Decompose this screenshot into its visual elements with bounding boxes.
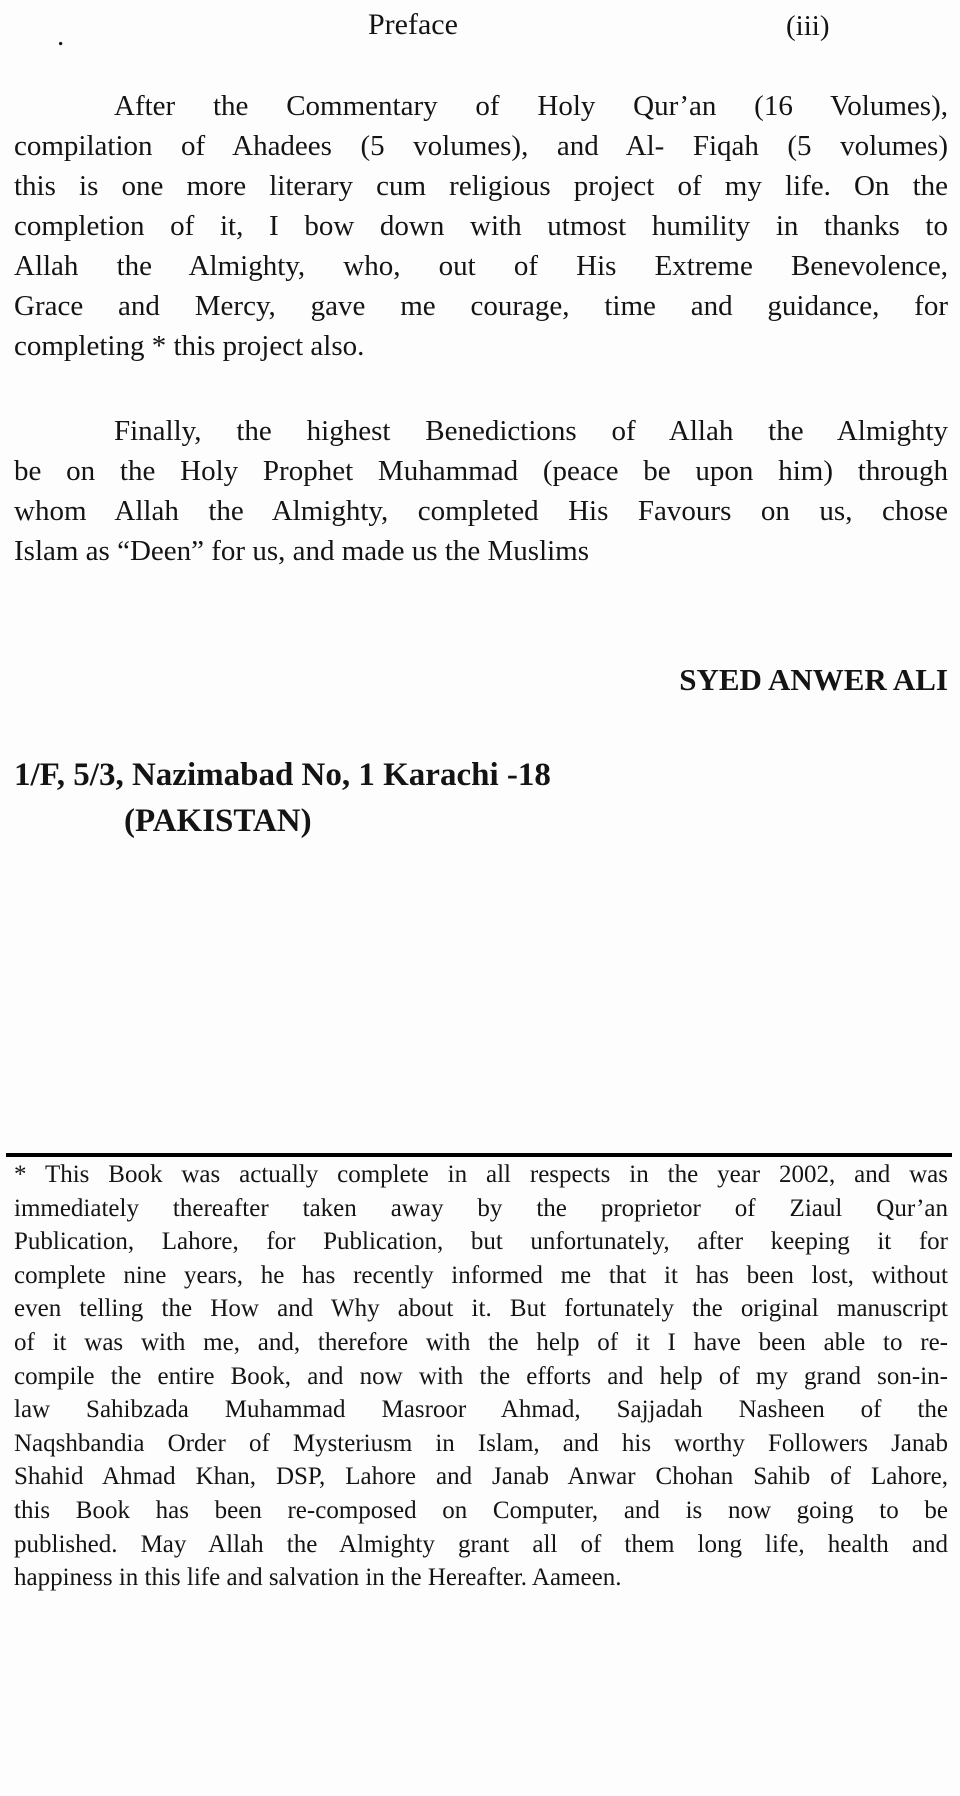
footnote-line: Shahid Ahmad Khan, DSP, Lahore and Janab Anwar Chohan Sahib of Lahore, — [14, 1463, 948, 1491]
text-line: completing * this project also. — [14, 330, 365, 362]
footnote-line: * This Book was actually complete in all respects in the year 2002, and was — [14, 1161, 948, 1188]
text-line: whom Allah the Almighty, completed His Favours on us, chose — [14, 495, 948, 527]
footnote-line: Naqshbandia Order of Mysteriusm in Islam, and his worthy Followers Janab — [14, 1429, 948, 1457]
text-line: Islam as “Deen” for us, and made us the Muslims — [14, 535, 590, 567]
address-line-2: (PAKISTAN) — [124, 803, 312, 839]
author-address — [14, 752, 948, 844]
page-number: (iii) — [786, 10, 830, 42]
text-line: Grace and Mercy, gave me courage, time and guidance, for — [14, 290, 948, 322]
footnote-line: happiness in this life and salvation in the Hereafter. Aameen. — [14, 1564, 622, 1592]
footnote-line: published. May Allah the Almighty grant all of them long life, health and — [14, 1530, 948, 1558]
author-signature: SYED ANWER ALI — [679, 662, 948, 697]
footnote — [14, 1158, 948, 1595]
footnote-line: this Book has been re-composed on Computer, and is now going to be — [14, 1496, 948, 1524]
footnote-line: compile the entire Book, and now with the efforts and help of my grand son-in- — [14, 1362, 948, 1390]
footnote-line: complete nine years, he has recently informed me that it has been lost, without — [14, 1261, 948, 1289]
footnote-line: Publication, Lahore, for Publication, but unfortunately, after keeping it for — [14, 1228, 948, 1256]
footnote-line: even telling the How and Why about it. But fortunately the original manuscript — [14, 1295, 948, 1323]
text-line: After the Commentary of Holy Qur’an (16 Volumes), — [114, 90, 948, 122]
text-line: completion of it, I bow down with utmost humility in thanks to — [14, 210, 948, 242]
footnote-divider-rule — [6, 1153, 952, 1157]
text-line: Allah the Almighty, who, out of His Extreme Benevolence, — [14, 250, 948, 282]
text-line: Finally, the highest Benedictions of Allah the Almighty — [114, 415, 948, 447]
footnote-line: immediately thereafter taken away by the proprietor of Ziaul Qur’an — [14, 1194, 948, 1222]
footnote-line: law Sahibzada Muhammad Masroor Ahmad, Sajjadah Nasheen of the — [14, 1396, 948, 1424]
text-line: compilation of Ahadees (5 volumes), and Al- Fiqah (5 volumes) — [14, 130, 948, 162]
text-line: be on the Holy Prophet Muhammad (peace be upon him) through — [14, 455, 948, 487]
stray-dot-mark: . — [57, 20, 65, 52]
page-title: Preface — [368, 8, 458, 41]
text-line: this is one more literary cum religious project of my life. On the — [14, 170, 948, 202]
address-line-1: 1/F, 5/3, Nazimabad No, 1 Karachi -18 — [14, 757, 551, 793]
paragraph-1 — [14, 86, 948, 366]
footnote-line: of it was with me, and, therefore with the help of it I have been able to re- — [14, 1328, 948, 1356]
paragraph-2 — [14, 411, 948, 571]
